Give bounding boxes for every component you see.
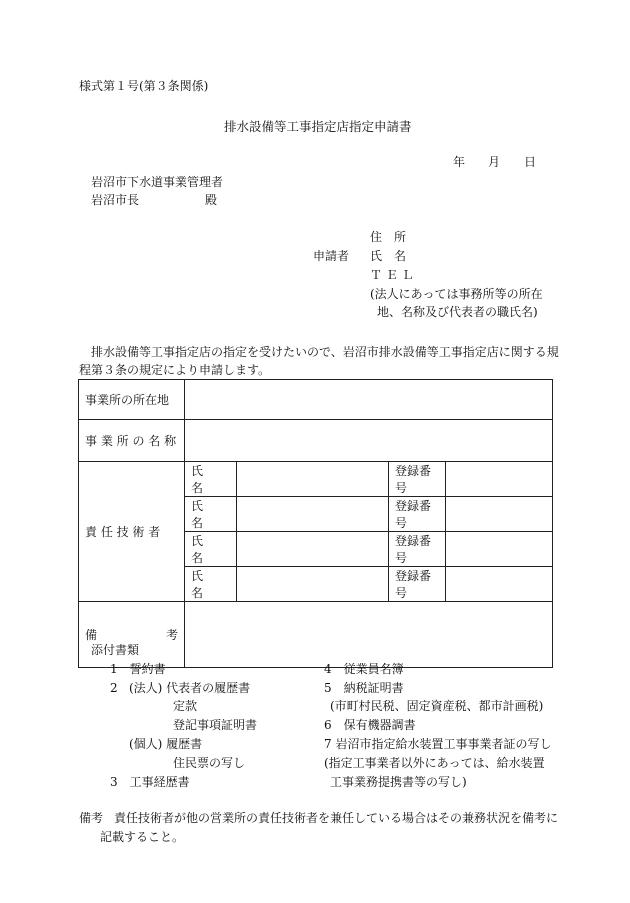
remarks-label-left: 備 xyxy=(85,628,98,642)
engineer-reg-no-field[interactable] xyxy=(446,567,553,602)
engineer-name-field[interactable] xyxy=(237,462,389,497)
engineer-name-label: 氏 名 xyxy=(185,567,237,602)
office-name-field[interactable] xyxy=(185,420,553,462)
attachment-item-1: 1 誓約書 xyxy=(110,662,166,676)
attachment-item-2-jumin: 住民票の写し xyxy=(173,756,246,770)
engineer-reg-no-field[interactable] xyxy=(446,532,553,567)
applicant-tel-label: Ｔ Ｅ Ｌ xyxy=(370,268,414,282)
applicant-name-label: 氏 名 xyxy=(370,249,407,263)
engineer-reg-no-label: 登録番号 xyxy=(389,532,446,567)
body-text-line2: 程第３条の規定により申請します。 xyxy=(79,363,271,377)
attachments-heading: 添付書類 xyxy=(91,643,140,657)
engineer-reg-no-label: 登録番号 xyxy=(389,497,446,532)
engineer-name-field[interactable] xyxy=(237,532,389,567)
date-month-label: 月 xyxy=(488,155,501,169)
attachment-item-4: 4 従業員名簿 xyxy=(324,662,404,676)
engineer-reg-no-field[interactable] xyxy=(446,462,553,497)
footnote-label: 備考 xyxy=(79,811,104,825)
engineer-label: 責 任 技 術 者 xyxy=(79,462,185,602)
attachment-item-5: 5 納税証明書 xyxy=(324,681,404,695)
applicant-corp-note-2: 地、名称及び代表者の職氏名) xyxy=(377,305,538,319)
engineer-name-label: 氏 名 xyxy=(185,462,237,497)
applicant-corp-note-1: (法人にあっては事務所等の所在 xyxy=(370,287,543,301)
attachment-item-2-corp: (法人) 代表者の履歴書 xyxy=(129,681,251,695)
attachment-item-3: 3 工事経歴書 xyxy=(110,775,190,789)
body-text-line1: 排水設備等工事指定店の指定を受けたいので、岩沼市排水設備等工事指定店に関する規 xyxy=(91,345,559,359)
attachment-item-7-note-2: 工事業務提携書等の写し) xyxy=(330,775,467,789)
remarks-label-cell xyxy=(79,602,185,668)
engineer-reg-no-label: 登録番号 xyxy=(389,462,446,497)
attachment-item-2-number: 2 xyxy=(110,681,118,695)
attachment-item-6: 6 保有機器調書 xyxy=(324,718,416,732)
remarks-field[interactable] xyxy=(185,602,553,668)
office-location-label: 事業所の所在地 xyxy=(79,380,185,420)
attachment-item-2-touki: 登記事項証明書 xyxy=(173,718,258,732)
remarks-label-right: 考 xyxy=(165,628,178,642)
addressee-name: 岩沼市長 xyxy=(91,193,140,207)
attachment-item-2-teikan: 定款 xyxy=(173,699,198,713)
applicant-label: 申請者 xyxy=(313,249,350,263)
form-number: 様式第１号(第３条関係) xyxy=(79,79,209,93)
applicant-address-label: 住 所 xyxy=(370,230,407,244)
office-name-label: 事 業 所 の 名 称 xyxy=(79,420,185,462)
attachment-item-5-note: (市町村民税、固定資産税、都市計画税) xyxy=(330,699,544,713)
engineer-name-label: 氏 名 xyxy=(185,532,237,567)
office-location-field[interactable] xyxy=(185,380,553,420)
attachment-item-7: 7 岩沼市指定給水装置工事事業者証の写し xyxy=(324,737,552,751)
document-title: 排水設備等工事指定店指定申請書 xyxy=(224,119,412,134)
date-year-label: 年 xyxy=(453,155,466,169)
engineer-name-label: 氏 名 xyxy=(185,497,237,532)
footnote-line1: 責任技術者が他の営業所の責任技術者を兼任している場合はその兼務状況を備考に xyxy=(114,811,559,825)
application-table xyxy=(78,379,553,668)
attachment-item-7-note-1: (指定工事業者以外にあっては、給水装置 xyxy=(324,756,545,770)
engineer-name-field[interactable] xyxy=(237,567,389,602)
engineer-name-field[interactable] xyxy=(237,497,389,532)
addressee-line1: 岩沼市下水道事業管理者 xyxy=(91,175,224,189)
date-day-label: 日 xyxy=(524,155,537,169)
attachment-item-2-indiv: (個人) 履歴書 xyxy=(129,737,203,751)
engineer-reg-no-label: 登録番号 xyxy=(389,567,446,602)
engineer-reg-no-field[interactable] xyxy=(446,497,553,532)
footnote-line2: 記載すること。 xyxy=(100,830,185,844)
addressee-honorific: 殿 xyxy=(205,193,218,207)
